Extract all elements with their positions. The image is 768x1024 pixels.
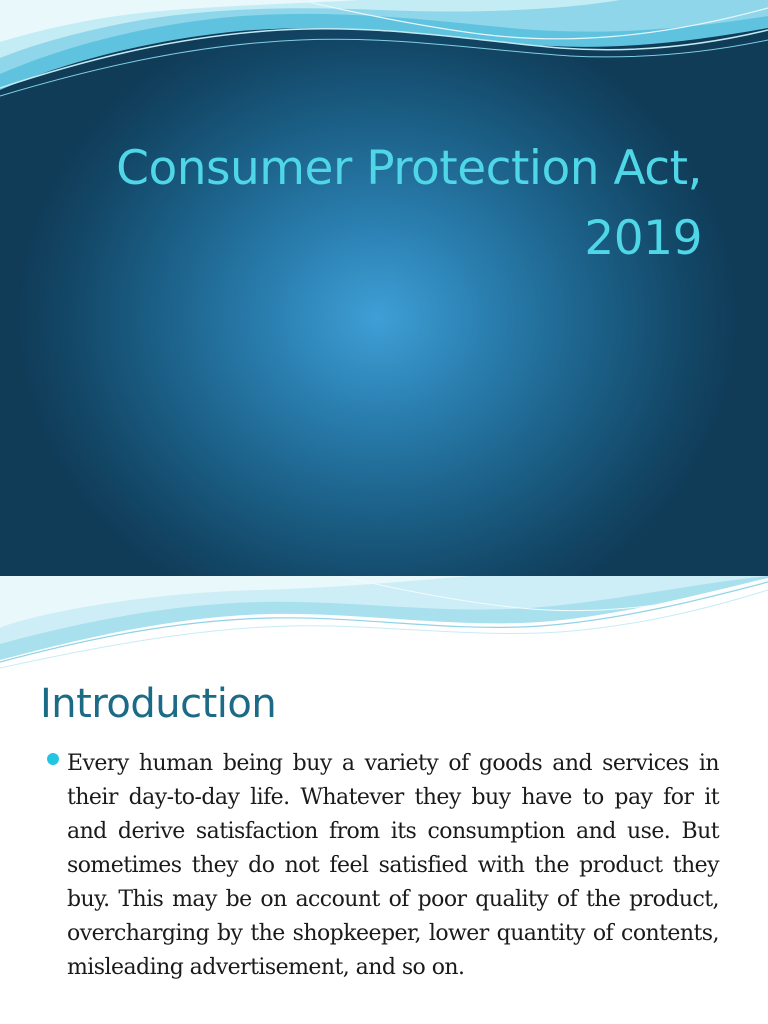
bullet-text: Every human being buy a variety of goods and services in their day-to-day life. Whatever they buy have to pay for it and derive satisfaction from its consumption and use. But sometimes they do not feel satisfied with the product they buy. This may be on account of poor quality of the product, overcharging by the shopkeeper, lower quantity of contents, misleading advertisement, and so on. [67,751,719,980]
content-slide [0,576,768,1024]
slide-title: Consumer Protection Act, 2019 [116,141,702,266]
slide-heading: Introduction [40,681,277,727]
bullet-marker [47,753,59,765]
